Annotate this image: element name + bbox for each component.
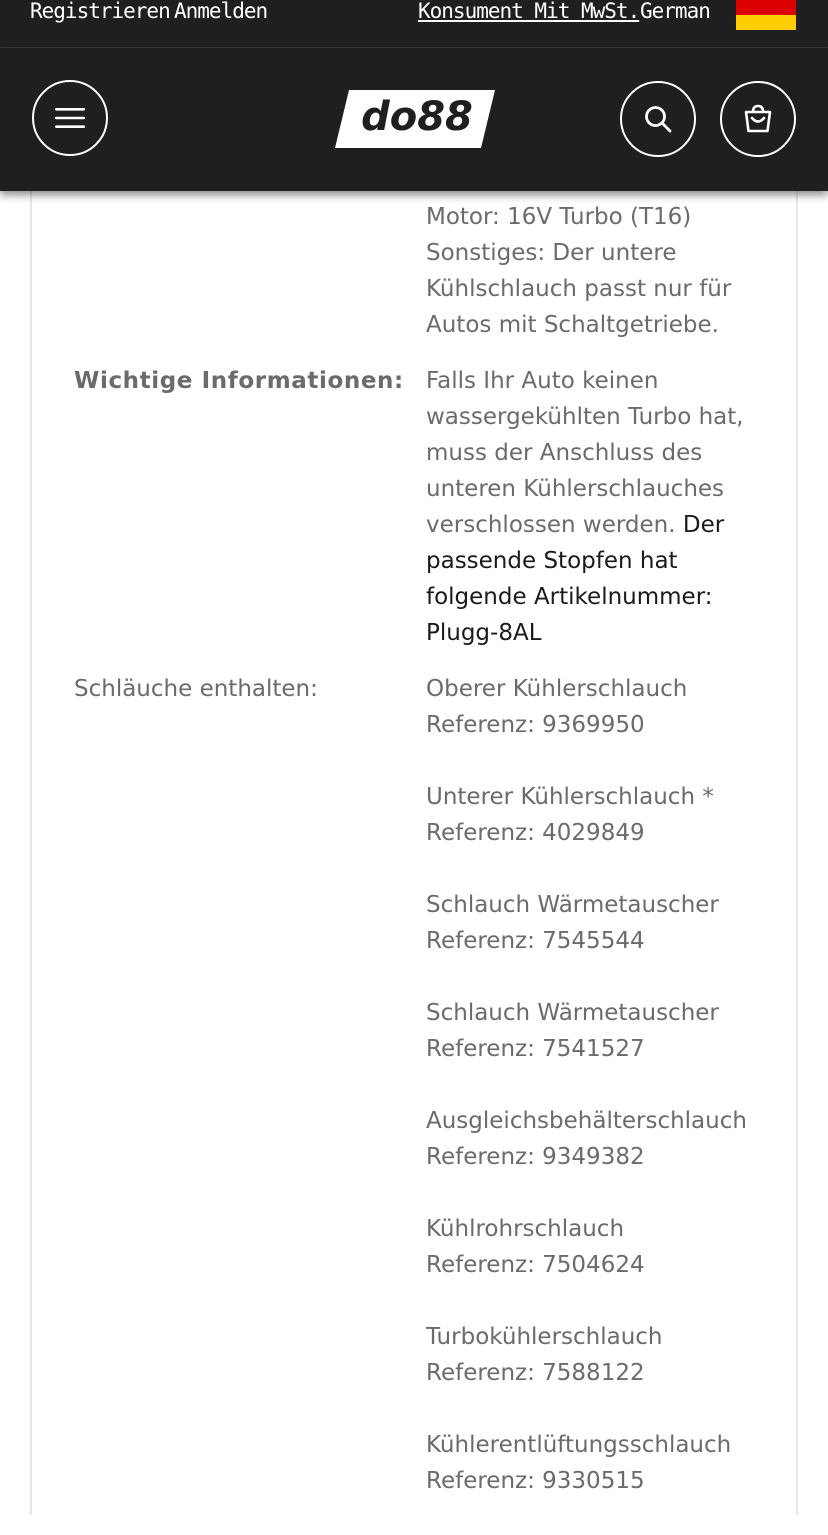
info-line-dark: passende Stopfen hat — [426, 548, 678, 574]
hose-item — [426, 887, 776, 959]
top-utility-bar — [0, 0, 828, 48]
important-info-value — [426, 363, 776, 651]
hose-item — [426, 1319, 776, 1391]
hose-name: Schlauch Wärmetauscher — [426, 1000, 719, 1026]
fit-line: Autos mit Schaltgetriebe. — [426, 312, 719, 338]
hose-reference: Referenz: 9369950 — [426, 712, 645, 738]
hose-item — [426, 671, 776, 743]
info-line: unteren Kühlerschlauches — [426, 476, 725, 502]
hose-name: Unterer Kühlerschlauch * — [426, 784, 714, 810]
german-flag-icon[interactable] — [736, 0, 796, 30]
hose-name: Schlauch Wärmetauscher — [426, 892, 719, 918]
hose-item — [426, 995, 776, 1067]
hose-reference: Referenz: 7541527 — [426, 1036, 645, 1062]
search-button[interactable] — [620, 81, 696, 157]
hose-item — [426, 1103, 776, 1175]
info-line: muss der Anschluss des — [426, 440, 703, 466]
hose-item — [426, 1211, 776, 1283]
info-line: wassergekühlten Turbo hat, — [426, 404, 744, 430]
hose-name: Ausgleichsbehälterschlauch — [426, 1108, 747, 1134]
logo-text: do88 — [361, 94, 473, 140]
register-link[interactable]: Registrieren — [30, 0, 170, 23]
search-icon — [643, 104, 673, 134]
hose-name: Turbokühlerschlauch — [426, 1324, 663, 1350]
main-header — [0, 48, 828, 191]
language-selector[interactable]: German — [640, 0, 710, 23]
fit-line: Kühlschlauch passt nur für — [426, 276, 732, 302]
hose-reference: Referenz: 7545544 — [426, 928, 645, 954]
info-line-mixed — [426, 507, 776, 543]
hose-reference: Referenz: 4029849 — [426, 820, 645, 846]
hamburger-icon — [55, 107, 85, 129]
info-text-dark: Der — [675, 512, 725, 538]
info-line-dark: folgende Artikelnummer: — [426, 584, 713, 610]
info-line: Falls Ihr Auto keinen — [426, 368, 659, 394]
vat-toggle-link[interactable]: Konsument Mit MwSt. — [418, 0, 640, 23]
cart-icon — [742, 103, 774, 135]
fit-details-value — [426, 199, 776, 343]
hose-name: Kühlrohrschlauch — [426, 1216, 625, 1242]
fit-line: Motor: 16V Turbo (T16) — [426, 204, 692, 230]
login-link[interactable]: Anmelden — [174, 0, 268, 23]
info-text-grey: verschlossen werden. — [426, 512, 676, 538]
hose-name: Oberer Kühlerschlauch — [426, 676, 688, 702]
product-specs-panel — [30, 191, 798, 1515]
hoses-included-label: Schläuche enthalten: — [74, 676, 318, 702]
do88-logo[interactable] — [335, 88, 495, 150]
hose-reference: Referenz: 9330515 — [426, 1468, 645, 1494]
hose-reference: Referenz: 9349382 — [426, 1144, 645, 1170]
hose-reference: Referenz: 7504624 — [426, 1252, 645, 1278]
cart-button[interactable] — [720, 81, 796, 157]
hose-name: Kühlerentlüftungsschlauch — [426, 1432, 732, 1458]
hose-item — [426, 1427, 776, 1499]
menu-button[interactable] — [32, 80, 108, 156]
hoses-list — [426, 671, 776, 1535]
hose-item — [426, 779, 776, 851]
fit-line: Sonstiges: Der untere — [426, 240, 677, 266]
important-info-label: Wichtige Informationen: — [74, 368, 404, 394]
hose-reference: Referenz: 7588122 — [426, 1360, 645, 1386]
plug-part-number: Plugg-8AL — [426, 620, 542, 646]
